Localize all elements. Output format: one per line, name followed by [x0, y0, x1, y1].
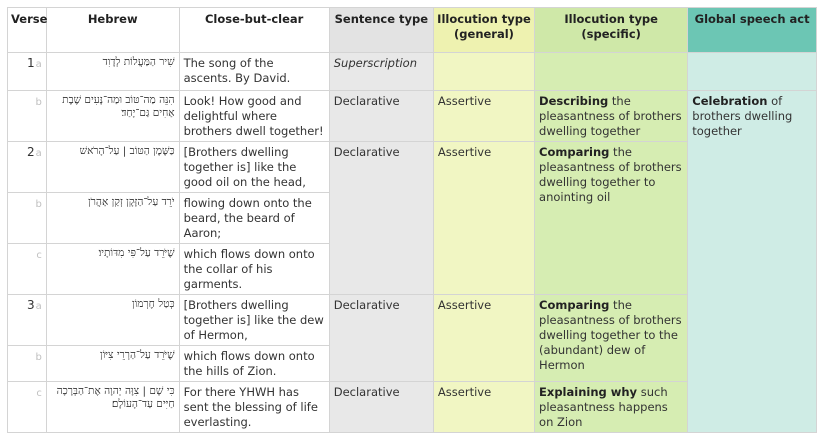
hebrew-cell: שֶׁיֹּרֵד עַל־פִּי מִדּוֹתָיו׃ — [46, 244, 179, 295]
sentence-type-cell: Declarative — [329, 91, 433, 142]
illocution-specific-cell — [535, 142, 688, 295]
verse-segment: a — [35, 59, 42, 70]
verse-segment: b — [35, 352, 42, 363]
verse-cell — [8, 142, 47, 193]
close-but-clear-cell: For there YHWH has sent the blessing of life everlasting. — [179, 382, 329, 433]
sentence-type-cell: Declarative — [329, 295, 433, 382]
verse-cell — [8, 295, 47, 346]
global-act-object: of brothers dwelling together — [692, 94, 793, 138]
close-but-clear-cell: [Brothers dwelling together is] like the good oil on the head, — [179, 142, 329, 193]
illocution-specific-cell — [535, 91, 688, 142]
specific-act-verb: Comparing — [539, 298, 610, 312]
header-close-but-clear: Close-but-clear — [179, 8, 329, 53]
sentence-type-cell: Superscription — [329, 53, 433, 91]
sentence-type-cell: Declarative — [329, 382, 433, 433]
header-illocution-general: Illocution type (general) — [433, 8, 534, 53]
verse-cell — [8, 346, 47, 382]
close-but-clear-cell: which flows down onto the hills of Zion. — [179, 346, 329, 382]
hebrew-cell: הִנֵּה מַה־טּוֹב וּמַה־נָּעִים שֶׁבֶת אַחִים גַּם־יָחַד׃ — [46, 91, 179, 142]
specific-act-object: such pleasantness happens on Zion — [539, 385, 668, 429]
header-global-speech-act: Global speech act — [688, 8, 817, 53]
illocution-general-cell: Assertive — [433, 91, 534, 142]
sentence-type-cell: Declarative — [329, 142, 433, 295]
specific-act-verb: Comparing — [539, 145, 610, 159]
illocution-general-cell: Assertive — [433, 382, 534, 433]
illocution-specific-cell — [535, 382, 688, 433]
verse-cell — [8, 193, 47, 244]
table-row — [8, 53, 817, 91]
specific-act-verb: Explaining why — [539, 385, 638, 399]
illocution-specific-cell — [535, 295, 688, 382]
global-act-verb: Celebration — [692, 94, 768, 108]
verse-cell — [8, 244, 47, 295]
speech-act-table — [7, 7, 817, 433]
hebrew-cell: כַּשֶּׁמֶן הַטּוֹב | עַל־הָרֹאשׁ — [46, 142, 179, 193]
verse-segment: c — [36, 250, 42, 261]
header-illocution-specific: Illocution type (specific) — [535, 8, 688, 53]
verse-cell — [8, 382, 47, 433]
verse-number: 3 — [27, 298, 35, 312]
illocution-general-cell: Assertive — [433, 142, 534, 295]
illocution-general-cell — [433, 53, 534, 91]
verse-number: 1 — [27, 56, 35, 70]
specific-act-object: the pleasantness of brothers dwelling together — [539, 94, 682, 138]
hebrew-cell: כִּי שָׁם | צִוָּה יְהוָה אֶת־הַבְּרָכָה חַיִּים עַד־הָעוֹלָם׃ — [46, 382, 179, 433]
verse-segment: b — [35, 199, 42, 210]
verse-segment: a — [35, 148, 42, 159]
close-but-clear-cell: Look! How good and delightful where brothers dwell together! — [179, 91, 329, 142]
specific-act-object: the pleasantness of brothers dwelling together to anointing oil — [539, 145, 682, 204]
hebrew-cell: שֶׁיֹּרֵד עַל־הַרְרֵי צִיּוֹן — [46, 346, 179, 382]
header-row — [8, 8, 817, 53]
close-but-clear-cell: which flows down onto the collar of his garments. — [179, 244, 329, 295]
hebrew-cell: יֹרֵד עַל־הַזָּקָן זְקַן אַהֲרֹן — [46, 193, 179, 244]
header-sentence-type: Sentence type — [329, 8, 433, 53]
verse-cell — [8, 53, 47, 91]
close-but-clear-cell: flowing down onto the beard, the beard of Aaron; — [179, 193, 329, 244]
verse-cell — [8, 91, 47, 142]
verse-segment: a — [35, 301, 42, 312]
specific-act-verb: Describing — [539, 94, 609, 108]
verse-segment: b — [35, 97, 42, 108]
illocution-specific-cell — [535, 53, 688, 91]
specific-act-object: the pleasantness of brothers dwelling together to the (abundant) dew of Hermon — [539, 298, 682, 372]
global-speech-act-cell — [688, 53, 817, 91]
table-row — [8, 91, 817, 142]
hebrew-cell: שִׁיר הַמַּעֲלוֹת לְדָוִד — [46, 53, 179, 91]
header-hebrew: Hebrew — [46, 8, 179, 53]
close-but-clear-cell: The song of the ascents. By David. — [179, 53, 329, 91]
header-verse: Verse — [8, 8, 47, 53]
hebrew-cell: כְּטַל חֶרְמוֹן — [46, 295, 179, 346]
global-speech-act-cell — [688, 91, 817, 433]
verse-segment: c — [36, 388, 42, 399]
illocution-general-cell: Assertive — [433, 295, 534, 382]
verse-number: 2 — [27, 145, 35, 159]
close-but-clear-cell: [Brothers dwelling together is] like the dew of Hermon, — [179, 295, 329, 346]
